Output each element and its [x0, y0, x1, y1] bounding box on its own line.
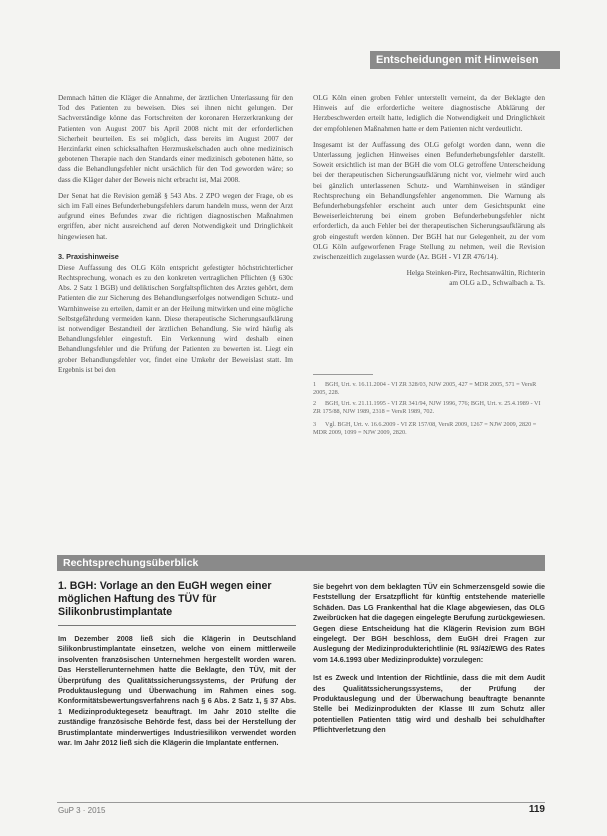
footnote — [313, 400, 545, 416]
section-heading: 3. Praxishinweise — [58, 251, 119, 261]
footnote-divider — [313, 374, 373, 375]
title-divider — [58, 625, 296, 626]
section-banner: Rechtsprechungsüberblick — [57, 555, 545, 571]
article-title: 1. BGH: Vorlage an den EuGH wegen einer möglichen Haftung des TÜV für Silikonbrustimplantate — [58, 580, 272, 618]
footnote-text: Vgl. BGH, Urt. v. 16.6.2009 - VI ZR 157/08, VersR 2009, 1267 = NJW 2009, 2820 = MDR 2009, 1099 = NJW 2009, 2820. — [313, 421, 537, 437]
footnote — [313, 381, 545, 397]
upper-left-column — [58, 93, 293, 375]
upper-right-column — [313, 93, 545, 289]
paragraph: Ist es Zweck und Intention der Richtlinie, dass die mit dem Audit des Qualitätssicherungssystems, der Prüfung der Produktauslegung und der Überwachung beauftragte benannte Stelle bei Medizinprodukten der Klasse III zum Schutz aller potentiellen Patienten tätig wird und deshalb bei schuldhafter Pflichtverletzung den — [313, 673, 545, 735]
signature-line: Helga Steinken-Pirz, Rechtsanwältin, Richterin — [406, 268, 545, 278]
page-number: 119 — [528, 804, 545, 815]
journal-reference: GuP 3 · 2015 — [58, 806, 106, 815]
footnote-number: 1 — [313, 381, 317, 388]
footer-divider — [57, 802, 545, 803]
paragraph: Sie begehrt von dem beklagten TÜV ein Schmerzensgeld sowie die Feststellung der Ersatzpflicht für künftig entstehende materielle Schäden. Das LG Frankenthal hat die Klage abgewiesen, das OLG Zweibrücken hat die dagegen eingelegte Berufung zurückgewiesen. Gegen diese Entscheidung hat die Klägerin Revision zum BGH eingelegt. Der BGH beschloss, dem EuGH drei Fragen zur Auslegung der Medizinprodukterichtlinie (RL 93/42/EWG des Rates vom 14.6.1993 über Medizinprodukte) vorzulegen: — [313, 582, 545, 664]
section-banner: Entscheidungen mit Hinweisen — [370, 51, 560, 69]
paragraph: OLG Köln einen groben Fehler unterstellt verneint, da der Beklagte den Hinweis auf die erforderliche weitere diagnostische Abklärung der Herzbeschwerden erteilt hatte, lediglich die Notwendigkeit und Dringlichkeit der empfohlenen Maßnahmen hatte er dem Patienten nicht verdeutlicht. — [313, 93, 545, 133]
paragraph: Diese Auffassung des OLG Köln entspricht gefestigter höchstrichterlicher Rechtsprechung, wonach es zu den konkreten vertraglichen Pflichten (§ 630c Abs. 2 Satz 1 BGB) und deliktischen Sorgfaltspflichten des Arztes gehört, dem Patienten die zur Sicherung des Behandlungserfolges notwendigen Schutz- und Warnhinweise zu erteilen, damit er an der Heilung mitwirken und eine mögliche Selbstgefährdung vermeiden kann. Diese therapeutische Sicherungsaufklärung ist notwendiger Bestandteil der ärztlichen Behandlung. Sie wird häufig als Behandlungsfehler eingestuft. Ein Verkennung wird deshalb einen Behandlungsfehler und die Prüfung der Patienten zu bewerten ist. Liegt ein grober Behandlungsfehler vor, findet eine Umkehr der Beweislast statt. Im Ergebnis ist bei den — [58, 262, 293, 374]
article-right-column — [313, 582, 545, 736]
paragraph: Insgesamt ist der Auffassung des OLG gefolgt worden dann, wenn die Unterlassung jeglichen Hinweises einen Befunderhebungsfehler darstellt. Soweit ersichtlich ist man der BGH die vom OLG getroffene Unterscheidung bei der therapeutischen Sicherungsaufklärung nicht vor, vielmehr wird auch bei gänzlich unterlassenen Schutz- und Warnhinweisen in ständiger Rechtsprechung ein Behandlungsfehler angenommen. Die Warnung als Befunderhebungsfehler erscheint auch unter dem Gesichtspunkt eine Beweiserleichterung bei einem groben Befunderhebungsfehler nicht erforderlich, da auch Fehler bei der therapeutischen Sicherungsaufklärung als grob eingestuft werden können. Der BGH hat nur Gelegenheit, zu der vom OLG Köln aufgeworfenen Frage Stellung zu nehmen, weil die Revision zwischenzeitlich zugelassen wurde (Az. BGH - VI ZR 476/14). — [313, 139, 545, 262]
article-left-column — [58, 580, 296, 748]
author-signature — [313, 268, 545, 288]
paragraph: Der Senat hat die Revision gemäß § 543 Abs. 2 ZPO wegen der Frage, ob es sich im Fall eines Befunderhebungsfehlers darum handeln muss, wenn der Arzt aufgrund eines Befundes zwar die richtigen diagnostischen Maßnahmen ergriffen, aber nicht ausreichend auf deren Notwendigkeit und Dringlichkeit hingewiesen hat. — [58, 190, 293, 241]
signature-line: am OLG a.D., Schwalbach a. Ts. — [449, 278, 545, 288]
footnote — [313, 421, 545, 437]
paragraph: Im Dezember 2008 ließ sich die Klägerin in Deutschland Silikonbrustimplantate einsetzen, welche von einem mittlerweile insolventen französischen Unternehmen hergestellt worden waren. Das Herstellerunternehmen hatte die Beklagte, den TÜV, mit der Überprüfung des Qualitätssicherungssystems, der Prüfung der Produktauslegung und Überwachung im Rahmen eines sog. Konformitätsbewertungsverfahrens nach § 6 Abs. 2 Satz 1, § 37 Abs. 1 Medizinproduktegesetz beauftragt. Im Jahr 2010 stellte die zuständige französische Behörde fest, dass bei der Herstellung der Brustimplantate minderwertiges Industriesilikon verwendet worden war. Im Jahr 2012 ließ sich die Klägerin die Implantate entfernen. — [58, 634, 296, 748]
footnote-text: BGH, Urt. v. 16.11.2004 - VI ZR 328/03, NJW 2005, 427 = MDR 2005, 571 = VersR 2005, 228. — [313, 381, 537, 397]
footnote-number: 3 — [313, 421, 317, 428]
footnote-number: 2 — [313, 400, 317, 407]
paragraph: Demnach hätten die Kläger die Annahme, der ärztlichen Unterlassung für den Tod des Patienten zu beweisen. Dies sei ihnen nicht gelungen. Der Sachverständige könne das Fortschreiten der koronaren Herzerkrankung der Patienten von August 2007 bis April 2008 nicht mit der erforderlichen Sicherheit beurteilen. Es sei möglich, dass bereits im August 2007 der Herzinfarkt einen schicksalhaften Herzmuskelschaden auch ohne medizinisch gebotenen Therapie nach den Standards einer medizinisch gebotenen hätte, so dass die Behandlungsfehler nicht ursächlich für den Tod geworden wäre; so dass die Kläger daher der Beweis nicht erbracht ist, Mai 2008. — [58, 93, 293, 184]
footnote-text: BGH, Urt. v. 21.11.1995 - VI ZR 341/94, NJW 1996, 776; BGH, Urt. v. 25.4.1989 - VI ZR 175/88, NJW 1989, 2318 = VersR 1989, 702. — [313, 400, 541, 416]
